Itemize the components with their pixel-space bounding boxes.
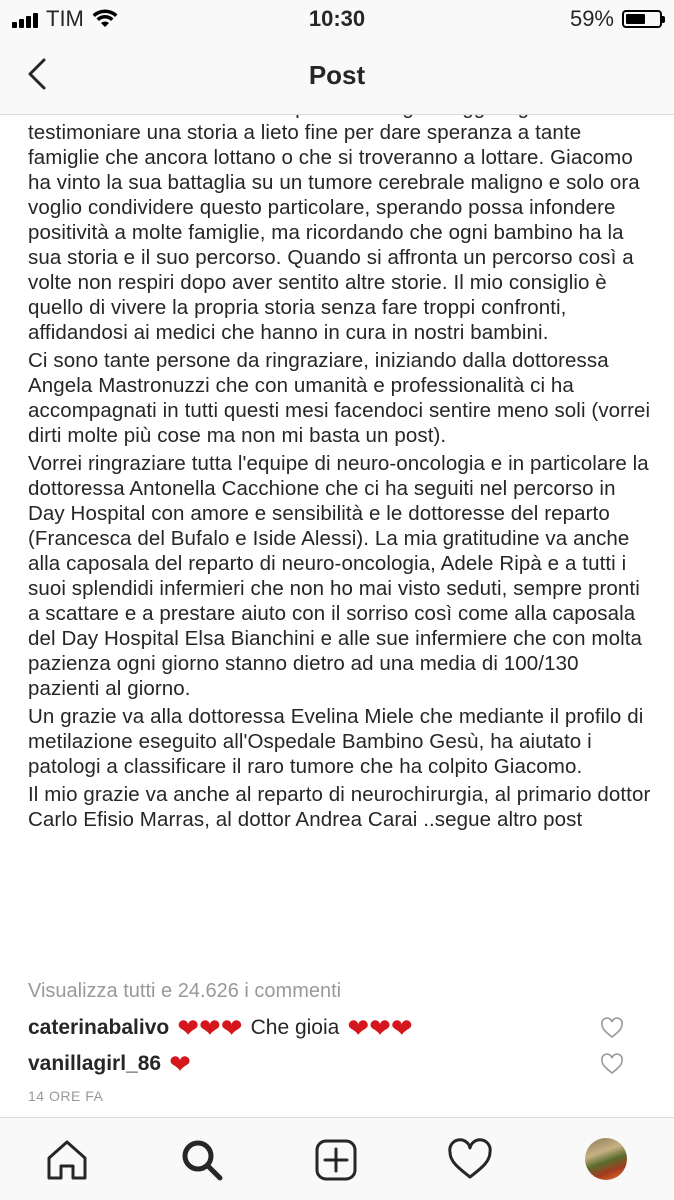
status-bar	[0, 0, 674, 38]
heart-emoji: ❤❤❤	[177, 1013, 243, 1043]
profile-avatar[interactable]	[585, 1138, 627, 1180]
page-title: Post	[308, 60, 366, 90]
comment-like-heart-icon[interactable]	[600, 1016, 624, 1040]
view-all-comments-link[interactable]: Visualizza tutti e 24.626 i commenti	[28, 980, 342, 1002]
status-right	[570, 6, 662, 32]
search-icon[interactable]	[178, 1136, 226, 1184]
caption-paragraph: Ci sono tante persone da ringraziare, iniziando dalla dottoressa Angela Mastronuzzi che con umanità e professionalità ci ha accompagnati in tutti questi mesi facendoci sentire meno soli (vorrei dirti molte più cose ma non mi basta un post).	[28, 349, 651, 447]
bottom-tab-bar	[0, 1117, 674, 1200]
activity-heart-icon[interactable]	[446, 1136, 494, 1184]
heart-emoji: ❤❤❤	[347, 1013, 413, 1043]
caption-paragraph: testimoniare una storia a lieto fine per dare speranza a tante famiglie che ancora lottano o che si troveranno a lottare. Giacomo ha vinto la sua battaglia su un tumore cerebrale maligno e solo ora voglio condividere questo particolare, sperando possa infondere positività a molte famiglie, ma ricordando che ogni bambino ha la sua storia e il suo percorso. Quando si affronta un percorso così a volte non respiri dopo aver sentito altre storie. Il mio consiglio è quello di vivere la propria storia senza fare troppi confronti, affidandosi ai medici che hanno in cura in nostri bambini.	[28, 121, 640, 344]
comment-username[interactable]: caterinabalivo	[28, 1016, 170, 1039]
caption-paragraph: Il mio grazie va anche al reparto di neurochirurgia, al primario dottor Carlo Efisio Marras, al dottor Andrea Carai ..segue altro post	[28, 783, 651, 831]
comment-text: Che gioia	[250, 1016, 340, 1039]
nav-header	[0, 38, 674, 115]
post-timestamp: 14 ORE FA	[28, 1088, 104, 1104]
add-post-icon[interactable]	[312, 1136, 360, 1184]
carrier-name: TIM	[46, 6, 84, 31]
battery-percent: 59%	[569, 6, 614, 31]
caption-paragraph: Vorrei ringraziare tutta l'equipe di neuro-oncologia e in particolare la dottoressa Antonella Cacchione che ci ha seguiti nel percorso in Day Hospital con amore e sensibilità e le dottoresse del reparto (Francesca del Bufalo e Iside Alessi). La mia gratitudine va anche alla caposala del reparto di neuro-oncologia, Adele Ripà e a tutti i suoi splendidi infermieri che non ho mai visto seduti, sempre pronti a scattare e a prestare aiuto con il sorriso così come alla caposala del Day Hospital Elsa Bianchini e alle sue infermiere che con molta pazienza ogni giorno stanno dietro ad una media di 100/130 pazienti al giorno.	[28, 452, 649, 700]
heart-emoji: ❤	[169, 1049, 191, 1079]
comment-username[interactable]: vanillagirl_86	[28, 1052, 162, 1075]
clock: 10:30	[308, 6, 366, 31]
post-caption	[28, 95, 653, 975]
comment-row	[28, 1012, 648, 1044]
comment-row	[28, 1048, 648, 1080]
comment-like-heart-icon[interactable]	[600, 1052, 624, 1076]
caption-paragraph: Un grazie va alla dottoressa Evelina Miele che mediante il profilo di metilazione eseguito all'Ospedale Bambino Gesù, ha aiutato i patologi a classificare il raro tumore che ha colpito Giacomo.	[28, 705, 644, 778]
home-icon[interactable]	[43, 1136, 91, 1184]
battery-icon	[622, 10, 662, 28]
